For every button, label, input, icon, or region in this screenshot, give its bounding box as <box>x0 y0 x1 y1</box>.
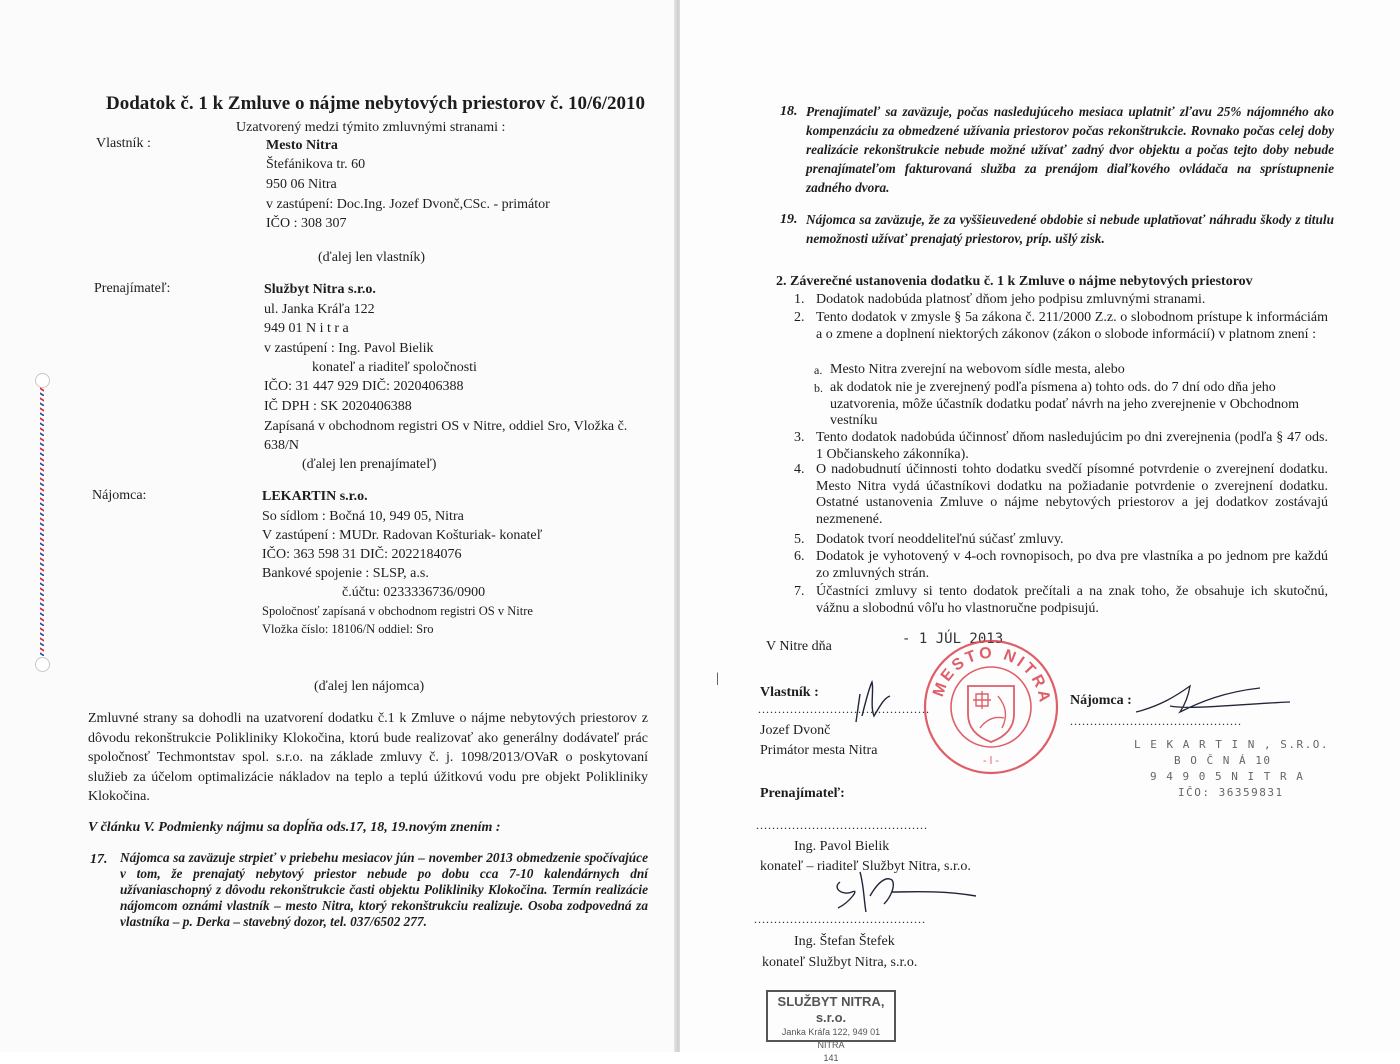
lessor-ic-dph: IČ DPH : SK 2020406388 <box>264 399 412 414</box>
lessor-handwritten-signature <box>830 862 980 918</box>
binding-hole-top <box>35 373 50 388</box>
clause-5-text: Dodatok tvorí neoddeliteľnú súčasť zmluvy. <box>816 532 1064 547</box>
lessor-representative: v zastúpení : Ing. Pavol Bielik <box>264 341 434 356</box>
seal-text: MESTO NITRA <box>930 644 1054 707</box>
article-heading: V článku V. Podmienky nájmu sa dopĺňa ods.17, 18, 19.novým znením : <box>88 820 501 835</box>
clause-4-number: 4. <box>794 462 805 477</box>
right-page <box>680 0 1400 1063</box>
owner-signatory-title: Primátor mesta Nitra <box>760 743 878 758</box>
lessor-rep-title: konateľ a riaditeľ spoločnosti <box>312 360 477 375</box>
clause-6-number: 6. <box>794 549 805 564</box>
owner-signature-label: Vlastník : <box>760 685 819 700</box>
lessor-signature-line-2: ........................................... <box>754 912 926 926</box>
owner-signature-line: ........................................... <box>758 702 930 716</box>
lessor-name: Službyt Nitra s.r.o. <box>264 282 376 297</box>
clause-1-text: Dodatok nadobúda platnosť dňom jeho podpisu zmluvnými stranami. <box>816 292 1206 307</box>
sluzbyt-stamp-number: 141 <box>823 1053 839 1063</box>
lessor-role-label: Prenajímateľ: <box>94 281 171 296</box>
section2-heading: 2. Záverečné ustanovenia dodatku č. 1 k Zmluve o nájme nebytových priestorov <box>776 274 1253 289</box>
lessor-signatory2-name: Ing. Štefan Štefek <box>794 934 895 949</box>
owner-city: 950 06 Nitra <box>266 177 337 192</box>
svg-text:MESTO NITRA <box>930 645 1053 707</box>
svg-text:- l -: - l - <box>983 755 999 767</box>
binding-hole-bottom <box>35 657 50 672</box>
tenant-role-label: Nájomca: <box>92 488 147 503</box>
lessor-signature-label: Prenajímateľ: <box>760 786 845 801</box>
lessor-alias: (ďalej len prenajímateľ) <box>302 457 437 472</box>
tenant-handwritten-signature <box>1130 676 1300 720</box>
subclause-b-letter: b. <box>814 381 823 395</box>
clause-5-number: 5. <box>794 532 805 547</box>
clause-6 <box>794 549 1328 582</box>
binding-cord <box>38 376 46 666</box>
tenant-register: Spoločnosť zapísaná v obchodnom registri OS v Nitre <box>262 604 533 618</box>
document-title: Dodatok č. 1 k Zmluve o nájme nebytových priestorov č. 10/6/2010 <box>106 93 646 114</box>
lessor-signatory2-title: konateľ Službyt Nitra, s.r.o. <box>762 955 918 970</box>
owner-signatory-name: Jozef Dvonč <box>760 723 831 738</box>
tenant-signature-label: Nájomca : <box>1070 693 1132 708</box>
clause-3 <box>794 430 1328 463</box>
tenant-alias: (ďalej len nájomca) <box>314 679 425 694</box>
owner-ico: IČO : 308 307 <box>266 216 347 231</box>
intro-paragraph: Zmluvné strany sa dohodli na uzatvorení dodatku č.1 k Zmluve o nájme nebytových priestorov z dôvodu rekonštrukcie Polikliniky Klokočina, ktorú bude realizovať ako generálny dodávateľ prác spoločnosť Techmontstav spol. s.r.o. na základe zmluvy č. j. 1098/2013/OVaR o poskytovaní služieb za účelom optimalizácie nákladov na teplo a teplú úžitkovú vodu pre objekt Polikliniky Klokočina. <box>88 711 648 804</box>
tenant-ico-dic: IČO: 363 598 31 DIČ: 2022184076 <box>262 547 462 562</box>
clause-2-number: 2. <box>794 310 805 325</box>
clause-2 <box>794 310 1328 343</box>
lessor-city: 949 01 N i t r a <box>264 321 349 336</box>
lekartin-stamp <box>1134 737 1329 801</box>
lekartin-stamp-line-3: 9 4 9 0 5 N I T R A <box>1150 770 1305 783</box>
para18-number: 18. <box>780 104 798 119</box>
subclause-a-letter: a. <box>814 363 823 377</box>
clause-3-number: 3. <box>794 430 805 445</box>
clause-4-text: O nadobudnutí účinnosti tohto dodatku svedčí písomné potvrdenie o zverejnení dodatku. Mesto Nitra vydá účastníkovi dodatku na požiadanie potvrdenie o zverejnení dodatku. Ostatné ustanovenia Zmluve o nájme nebytových priestorov a jej dodatkov zostávajú nezmenené. <box>816 462 1328 527</box>
lekartin-stamp-line-2: B O Č N Á 10 <box>1174 754 1272 767</box>
subclause-b-text: ak dodatok nie je zverejnený podľa písmena a) tohto ods. do 7 dní odo dňa jeho uzatvorenia, môže účastník dodatku podať návrh na jeho zverejnenie v Obchodnom vestníku <box>830 380 1299 428</box>
owner-handwritten-signature <box>850 676 930 730</box>
subclause-a-text: Mesto Nitra zverejní na webovom sídle mesta, alebo <box>830 362 1125 377</box>
owner-role-label: Vlastník : <box>96 136 151 151</box>
clause-3-text: Tento dodatok nadobúda účinnosť dňom nasledujúcim po dni zverejnenia (podľa § 47 ods. 1 Občianskeho zákonníka). <box>816 430 1328 462</box>
lessor-register: Zapísaná v obchodnom registri OS v Nitre, oddiel Sro, Vložka č. <box>264 419 628 434</box>
para18-text: Prenajímateľ sa zaväzuje, počas nasledujúceho mesiaca uplatniť zľavu 25% nájomného ako kompenzáciu za obmedzené užívania priestorov počas rekonštrukcie. Rovnako počas celej doby realizácie rekonštrukcie nebude možné užívať zadný dvor objektu a počas tejto doby nebude prenajímateľom fakturovaná služba za prenájom diaľkového ovládača na sprístupnenie zadného dvora. <box>806 104 1334 195</box>
lessor-signature-line-1: ........................................... <box>756 818 928 832</box>
sluzbyt-stamp <box>766 990 896 1063</box>
clause-5 <box>794 532 1328 549</box>
clause-1-number: 1. <box>794 292 805 307</box>
date-stamp: - 1 JÚL 2013 <box>902 631 1004 647</box>
lessor-signatory1-name: Ing. Pavol Bielik <box>794 839 890 854</box>
margin-mark: | <box>716 671 719 686</box>
mesto-nitra-seal <box>920 636 1062 778</box>
para19-text: Nájomca sa zaväzuje, že za vyššieuvedené obdobie si nebude uplatňovať náhradu škody z titulu nemožnosti užívať prenajatý priestorov, príp. ušlý zisk. <box>806 212 1334 246</box>
lessor-street: ul. Janka Kráľa 122 <box>264 302 375 317</box>
lessor-signatory1-title: konateľ – riaditeľ Službyt Nitra, s.r.o. <box>760 859 971 874</box>
para17-number: 17. <box>90 852 108 867</box>
clause-7 <box>794 584 1328 617</box>
clause-2-text: Tento dodatok v zmysle § 5a zákona č. 211/2000 Z.z. o slobodnom prístupe k informáciám a o zmene a doplnení niektorých zákonov (zákon o slobode informácií) v platnom znení : <box>816 310 1328 342</box>
tenant-register-insert: Vložka číslo: 18106/N oddiel: Sro <box>262 622 434 636</box>
clause-4 <box>794 462 1328 528</box>
owner-alias: (ďalej len vlastník) <box>318 250 426 265</box>
document-subtitle: Uzatvorený medzi týmito zmluvnými stranami : <box>236 120 506 135</box>
clause-6-text: Dodatok je vyhotovený v 4-och rovnopisoch, po dva pre vlastníka a po jednom pre každú zo zmluvných strán. <box>816 549 1328 581</box>
lessor-ico-dic: IČO: 31 447 929 DIČ: 2020406388 <box>264 379 464 394</box>
owner-name: Mesto Nitra <box>266 138 338 153</box>
owner-representative: v zastúpení: Doc.Ing. Jozef Dvonč,CSc. - primátor <box>266 197 550 212</box>
lekartin-stamp-line-4: IČO: 36359831 <box>1178 786 1284 799</box>
subclause-b <box>814 380 1328 430</box>
sluzbyt-stamp-name: SLUŽBYT NITRA, s.r.o. <box>777 994 885 1025</box>
tenant-representative: V zastúpení : MUDr. Radovan Košturiak- konateľ <box>262 528 543 543</box>
sluzbyt-stamp-address: Janka Kráľa 122, 949 01 NITRA <box>781 1027 881 1050</box>
owner-street: Štefánikova tr. 60 <box>266 157 366 172</box>
lessor-register-insert: 638/N <box>264 438 299 453</box>
clause-7-number: 7. <box>794 584 805 599</box>
tenant-seat: So sídlom : Bočná 10, 949 05, Nitra <box>262 509 464 524</box>
para17-text: Nájomca sa zaväzuje strpieť v priebehu mesiacov jún – november 2013 obmedzenie spočívajúce v tom, že prenajatý nebytový priestor nebude po dobu cca 7-10 kalendárnych dní užívaniaschopný z dôvodu rekonštrukcie časti objektu Polikliniky Klokočina. Termín realizácie nájomcom oznámi vlastník – mesto Nitra, ktorý rekonštrukciu realizuje. Osoba zodpovedná za vlastníka – p. Derka – stavebný dozor, tel. 037/6502 277. <box>120 850 648 929</box>
left-page <box>0 0 676 1052</box>
place-date-label: V Nitre dňa <box>766 639 832 654</box>
clause-7-text: Účastníci zmluvy si tento dodatok prečítali a na znak toho, že obsahuje ich skutočnú, vážnu a slobodnú vôľu ho vlastnoručne podpisujú. <box>816 584 1328 616</box>
tenant-signature-line: ........................................... <box>1070 714 1242 728</box>
tenant-bank: Bankové spojenie : SLSP, a.s. <box>262 566 429 581</box>
lekartin-stamp-line-1: L E K A R T I N , S.R.O. <box>1134 738 1329 751</box>
clause-1 <box>794 292 1328 309</box>
subclause-a <box>814 362 1328 379</box>
para19-number: 19. <box>780 212 798 227</box>
tenant-name: LEKARTIN s.r.o. <box>262 489 368 504</box>
tenant-account: č.účtu: 0233336736/0900 <box>342 585 486 600</box>
